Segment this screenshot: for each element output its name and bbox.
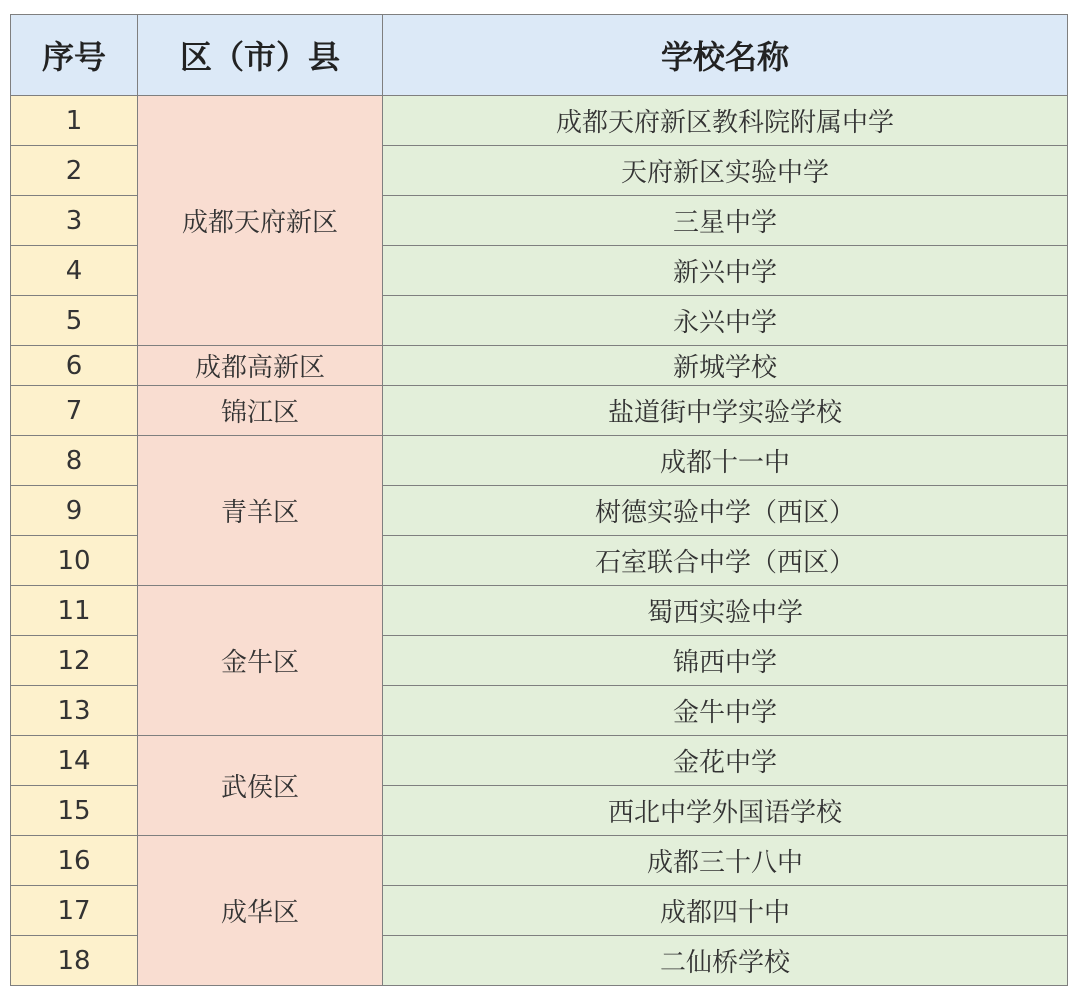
row-index-cell: 2 (11, 146, 138, 196)
table-row (11, 586, 1068, 636)
school-name-cell: 成都三十八中 (383, 836, 1068, 886)
row-index-cell: 16 (11, 836, 138, 886)
row-index-cell: 1 (11, 96, 138, 146)
school-name-cell: 成都十一中 (383, 436, 1068, 486)
school-name-cell: 盐道街中学实验学校 (383, 386, 1068, 436)
district-cell: 锦江区 (138, 386, 383, 436)
school-name-cell: 成都天府新区教科院附属中学 (383, 96, 1068, 146)
header-index: 序号 (11, 15, 138, 96)
school-name-cell: 成都四十中 (383, 886, 1068, 936)
school-name-cell: 新城学校 (383, 346, 1068, 386)
district-cell: 青羊区 (138, 436, 383, 586)
school-name-cell: 西北中学外国语学校 (383, 786, 1068, 836)
school-name-cell: 永兴中学 (383, 296, 1068, 346)
row-index-cell: 7 (11, 386, 138, 436)
table-header (11, 15, 1068, 96)
table-row (11, 836, 1068, 886)
school-name-cell: 三星中学 (383, 196, 1068, 246)
school-table (10, 14, 1068, 986)
school-name-cell: 金花中学 (383, 736, 1068, 786)
header-row (11, 15, 1068, 96)
table-row (11, 436, 1068, 486)
row-index-cell: 17 (11, 886, 138, 936)
school-name-cell: 石室联合中学（西区） (383, 536, 1068, 586)
row-index-cell: 11 (11, 586, 138, 636)
table-row (11, 736, 1068, 786)
district-cell: 成都高新区 (138, 346, 383, 386)
row-index-cell: 14 (11, 736, 138, 786)
school-name-cell: 树德实验中学（西区） (383, 486, 1068, 536)
district-cell: 武侯区 (138, 736, 383, 836)
row-index-cell: 12 (11, 636, 138, 686)
row-index-cell: 15 (11, 786, 138, 836)
school-name-cell: 新兴中学 (383, 246, 1068, 296)
row-index-cell: 10 (11, 536, 138, 586)
row-index-cell: 6 (11, 346, 138, 386)
table-row (11, 96, 1068, 146)
district-cell: 成都天府新区 (138, 96, 383, 346)
table-row (11, 386, 1068, 436)
district-cell: 成华区 (138, 836, 383, 986)
row-index-cell: 9 (11, 486, 138, 536)
row-index-cell: 13 (11, 686, 138, 736)
school-name-cell: 金牛中学 (383, 686, 1068, 736)
school-name-cell: 锦西中学 (383, 636, 1068, 686)
district-cell: 金牛区 (138, 586, 383, 736)
header-school: 学校名称 (383, 15, 1068, 96)
header-district: 区（市）县 (138, 15, 383, 96)
school-name-cell: 蜀西实验中学 (383, 586, 1068, 636)
table-row (11, 346, 1068, 386)
table-body (11, 96, 1068, 986)
row-index-cell: 8 (11, 436, 138, 486)
row-index-cell: 5 (11, 296, 138, 346)
row-index-cell: 18 (11, 936, 138, 986)
school-name-cell: 二仙桥学校 (383, 936, 1068, 986)
school-name-cell: 天府新区实验中学 (383, 146, 1068, 196)
row-index-cell: 3 (11, 196, 138, 246)
row-index-cell: 4 (11, 246, 138, 296)
